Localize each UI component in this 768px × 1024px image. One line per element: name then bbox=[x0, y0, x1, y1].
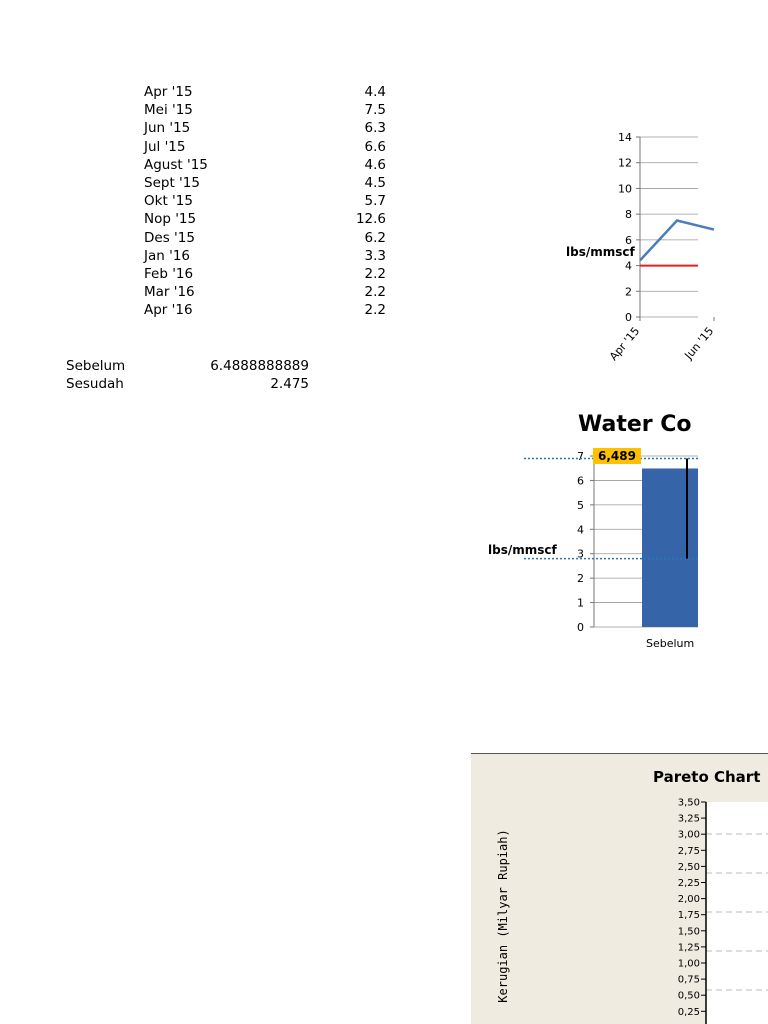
y-tick-label: 12 bbox=[618, 156, 632, 170]
bar-chart-svg bbox=[480, 405, 698, 665]
table-month-cell: Des '15 bbox=[144, 229, 195, 246]
y-tick-label: 3,25 bbox=[677, 813, 700, 825]
table-value-cell: 6.6 bbox=[364, 138, 386, 155]
chart-title: Pareto Chart bbox=[653, 768, 761, 786]
y-tick-label: 2 bbox=[577, 572, 584, 586]
y-tick-label: 1,00 bbox=[677, 958, 700, 970]
table-month-cell: Okt '15 bbox=[144, 193, 193, 210]
y-tick-label: 2 bbox=[625, 285, 632, 299]
table-month-cell: Agust '15 bbox=[144, 156, 208, 173]
y-tick-label: 5 bbox=[577, 498, 584, 512]
y-tick-label: 4 bbox=[577, 523, 584, 537]
table-month-cell: Mei '15 bbox=[144, 102, 193, 119]
table-month-cell: Nop '15 bbox=[144, 211, 197, 228]
y-tick-label: 14 bbox=[618, 131, 632, 144]
table-value-cell: 5.7 bbox=[364, 193, 386, 210]
y-tick-label: 8 bbox=[625, 208, 632, 222]
series-line bbox=[640, 221, 714, 261]
table-value-cell: 4.6 bbox=[364, 156, 386, 173]
table-month-cell: Jun '15 bbox=[144, 120, 191, 137]
y-tick-label: 1 bbox=[577, 596, 584, 610]
summary-label-cell: Sebelum bbox=[66, 358, 126, 374]
line-chart bbox=[560, 125, 717, 380]
table-month-cell: Feb '16 bbox=[144, 266, 194, 282]
y-axis-label: lbs/mmscf bbox=[488, 543, 557, 557]
table-value-cell: 4.4 bbox=[364, 84, 386, 100]
table-value-cell: 7.5 bbox=[364, 102, 386, 119]
bar-chart bbox=[480, 405, 698, 665]
x-tick-label: Sebelum bbox=[646, 637, 695, 650]
summary-value-cell: 6.4888888889 bbox=[210, 358, 309, 374]
x-tick-label: Apr '15 bbox=[606, 324, 643, 364]
plot-area bbox=[706, 802, 768, 1024]
y-tick-label: 6 bbox=[625, 233, 632, 247]
y-tick-label: 3,50 bbox=[677, 797, 700, 809]
table-month-cell: Sept '15 bbox=[144, 175, 200, 191]
y-tick-label: 2,50 bbox=[677, 861, 700, 873]
table-month-cell: Mar '16 bbox=[144, 284, 195, 301]
table-month-cell: Apr '15 bbox=[144, 84, 193, 100]
table-value-cell: 2.2 bbox=[364, 284, 386, 301]
bar bbox=[642, 468, 698, 627]
table-value-cell: 4.5 bbox=[364, 175, 386, 191]
table-value-cell: 3.3 bbox=[364, 247, 386, 264]
y-tick-label: 1,50 bbox=[677, 926, 700, 938]
data-label: 6,489 bbox=[598, 449, 636, 463]
y-tick-label: 6 bbox=[577, 474, 584, 488]
table-month-cell: Apr '16 bbox=[144, 302, 193, 319]
table-value-cell: 12.6 bbox=[355, 211, 386, 228]
pareto-chart-svg bbox=[471, 753, 768, 1024]
table-value-cell: 2.2 bbox=[364, 266, 386, 282]
y-tick-label: 0 bbox=[625, 311, 632, 324]
y-tick-label: 10 bbox=[618, 182, 632, 196]
summary-label-cell: Sesudah bbox=[66, 376, 124, 393]
y-tick-label: 4 bbox=[625, 259, 632, 273]
chart-title: Water Co bbox=[578, 412, 692, 437]
y-tick-label: 1,25 bbox=[677, 942, 700, 954]
y-tick-label: 0,75 bbox=[677, 974, 700, 986]
y-axis-label: Kerugian (Milyar Rupiah) bbox=[496, 829, 510, 1003]
line-chart-svg bbox=[560, 125, 717, 380]
y-tick-label: 0,50 bbox=[677, 990, 700, 1002]
y-tick-label: 7 bbox=[577, 450, 584, 463]
x-tick-label: Jun '15 bbox=[682, 324, 717, 362]
y-tick-label: 1,75 bbox=[677, 910, 700, 922]
table-value-cell: 6.2 bbox=[364, 229, 386, 246]
pareto-chart bbox=[471, 753, 768, 1024]
y-tick-label: 2,25 bbox=[677, 878, 700, 889]
y-tick-label: 2,00 bbox=[677, 894, 700, 906]
table-value-cell: 2.2 bbox=[364, 302, 386, 319]
table-value-cell: 6.3 bbox=[364, 120, 386, 137]
y-tick-label: 0 bbox=[577, 621, 584, 634]
y-axis-label: lbs/mmscf bbox=[566, 245, 635, 259]
y-tick-label: 2,75 bbox=[677, 845, 700, 857]
y-tick-label: 3 bbox=[577, 547, 584, 561]
summary-value-cell: 2.475 bbox=[270, 376, 309, 393]
y-tick-label: 3,00 bbox=[677, 829, 700, 841]
table-month-cell: Jan '16 bbox=[144, 247, 190, 264]
table-month-cell: Jul '15 bbox=[144, 138, 186, 155]
y-tick-label: 0,25 bbox=[677, 1006, 700, 1018]
